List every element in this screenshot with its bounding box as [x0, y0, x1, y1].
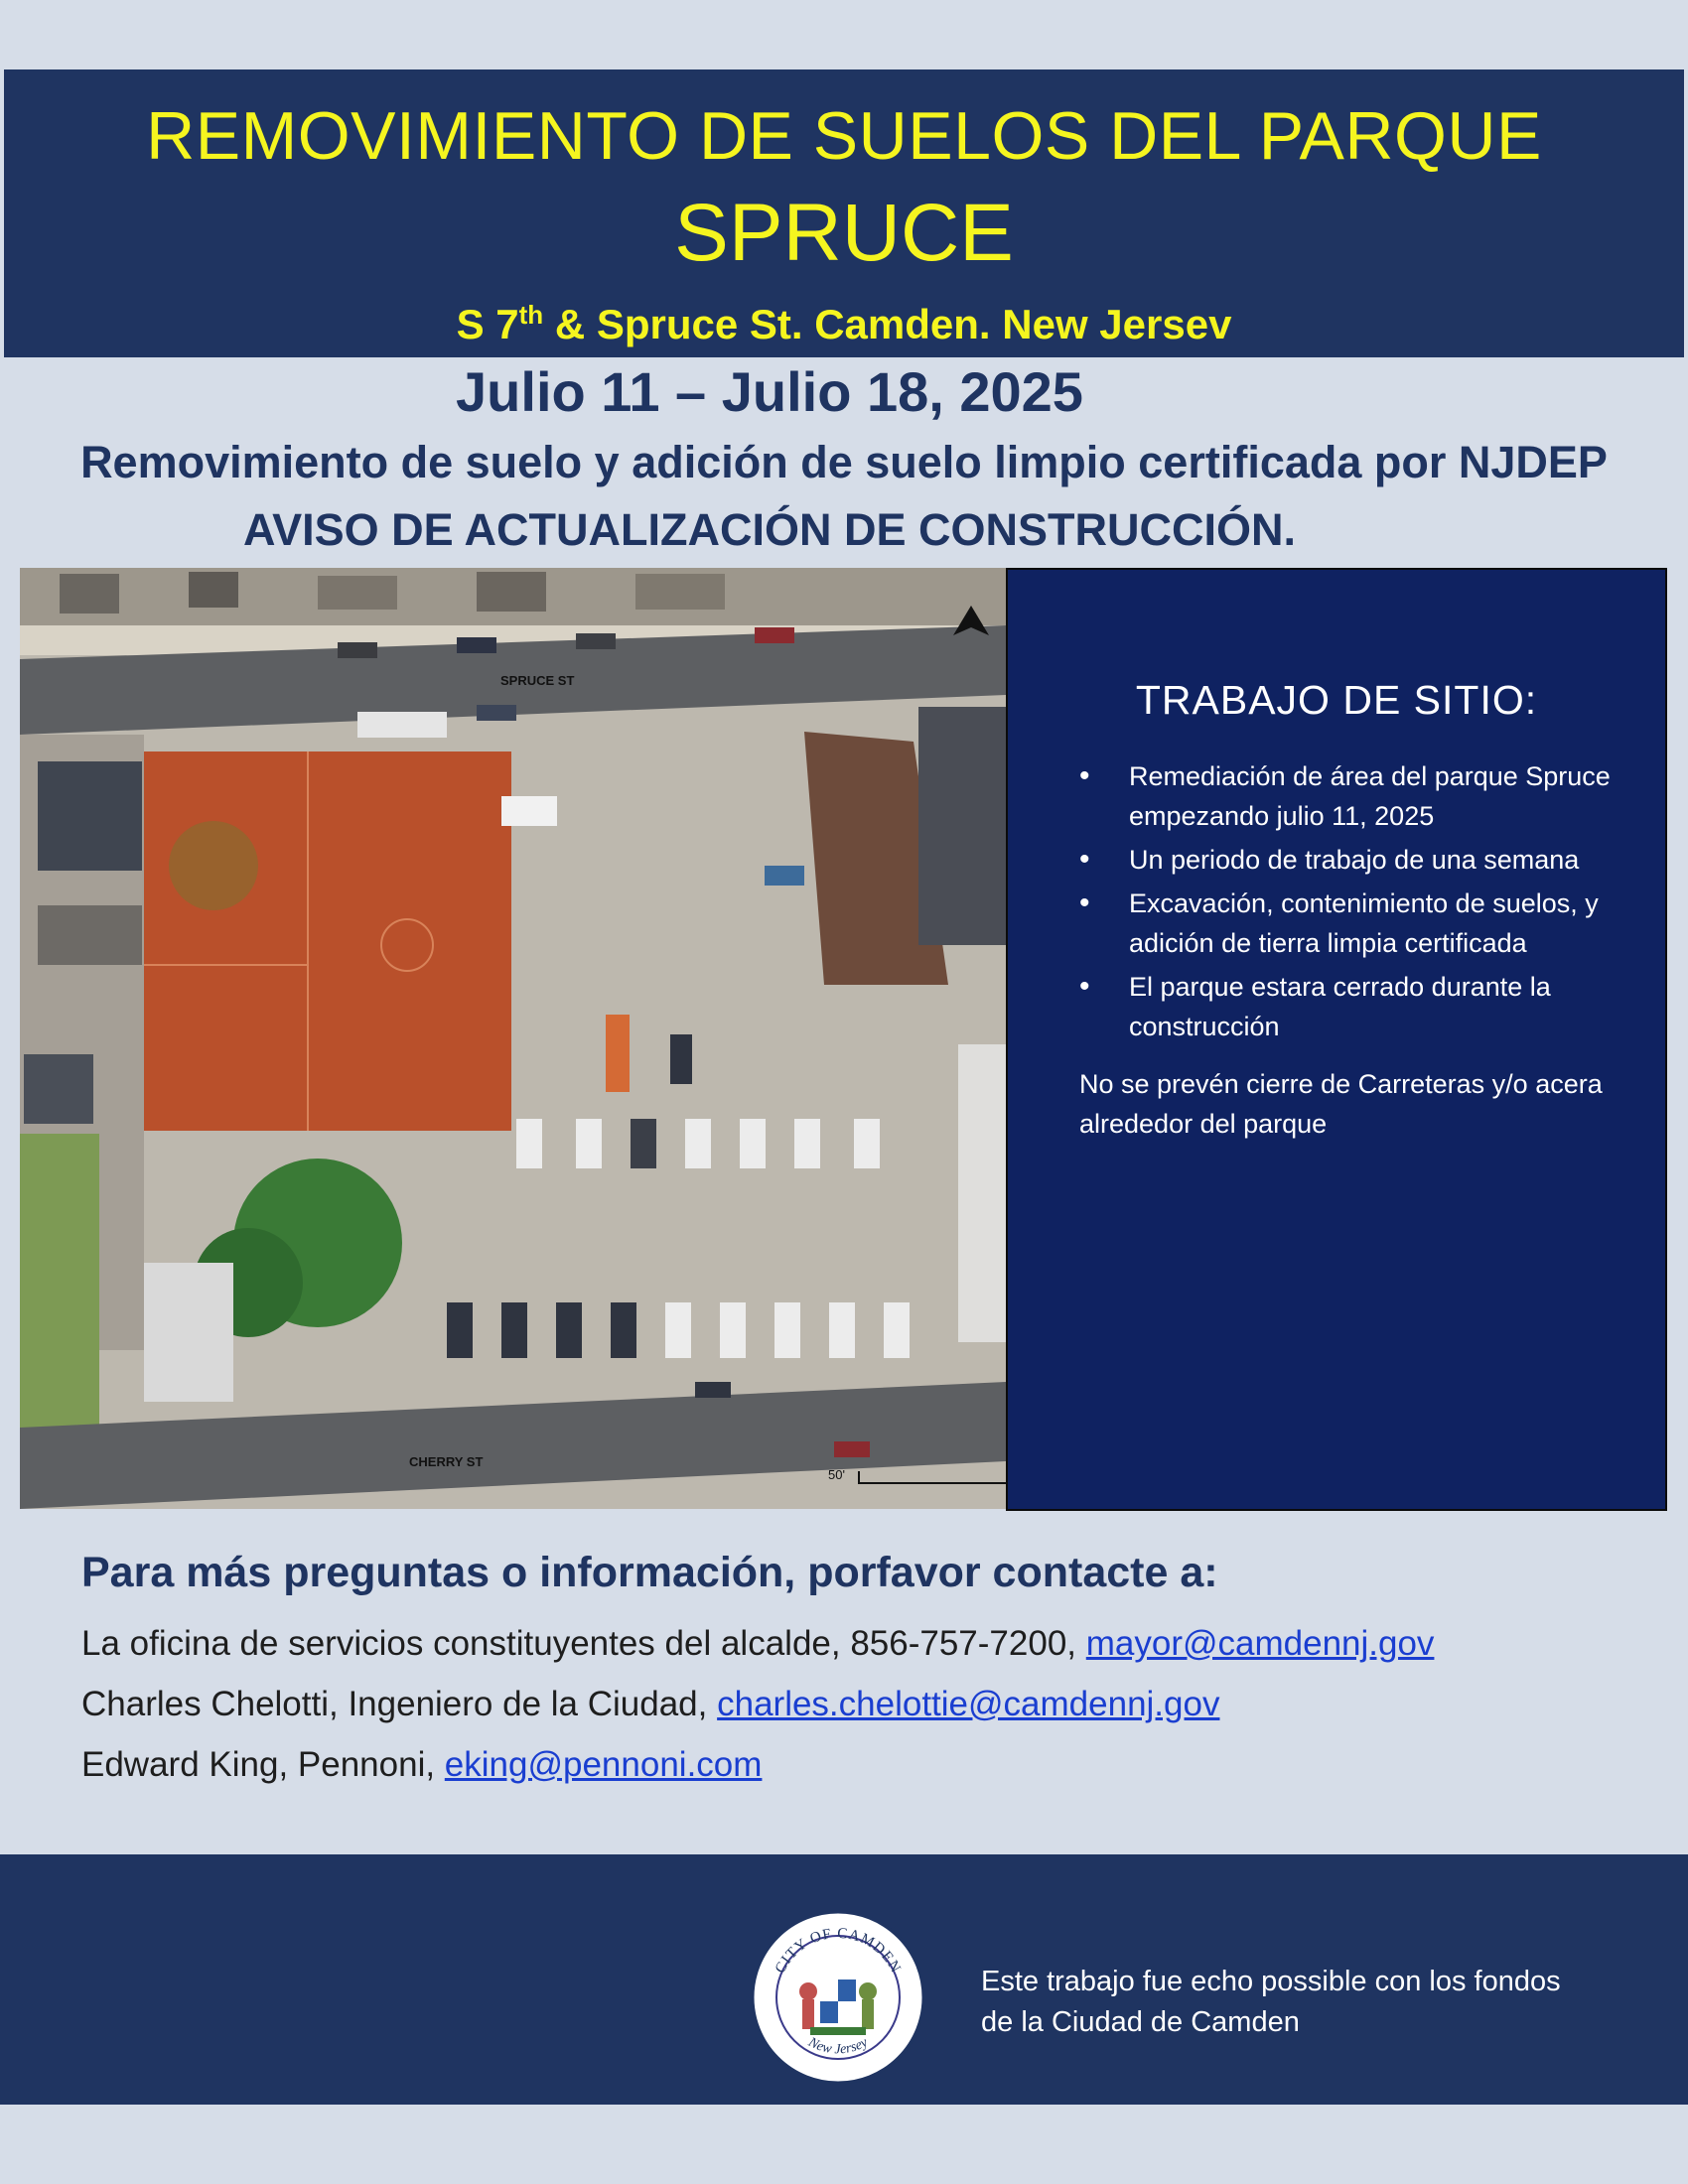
- construction-notice-text: AVISO DE ACTUALIZACIÓN DE CONSTRUCCIÓN.: [242, 504, 1296, 555]
- site-work-item: • Remediación de área del parque Spruce empezando julio 11, 2025: [1079, 756, 1635, 836]
- map-car: [670, 1034, 692, 1084]
- map-roof: [477, 572, 546, 612]
- map-building: [918, 707, 1006, 945]
- map-car: [501, 796, 557, 826]
- map-car: [774, 1302, 800, 1358]
- map-roof: [24, 1054, 93, 1124]
- site-work-note: No se prevén cierre de Carreteras y/o acera alrededor del parque: [1079, 1069, 1603, 1139]
- city-seal-icon: [751, 1910, 925, 2085]
- header-banner: [4, 69, 1684, 357]
- seal-text-top: CITY OF CAMDEN: [772, 1925, 905, 1977]
- map-car: [631, 1119, 656, 1168]
- aerial-map-image: [20, 568, 1006, 1509]
- map-car: [854, 1119, 880, 1168]
- map-cherry-street-label: CHERRY ST: [409, 1454, 484, 1469]
- map-car: [576, 1119, 602, 1168]
- engineer-email-link[interactable]: charles.chelottie@camdennj.gov: [717, 1685, 1220, 1723]
- map-car: [611, 1302, 636, 1358]
- map-car: [338, 642, 377, 658]
- address-prefix: S 7: [456, 301, 519, 347]
- site-work-item: • El parque estara cerrado durante la construcción: [1079, 967, 1635, 1046]
- map-shed: [144, 1263, 233, 1402]
- footer-banner: [0, 1854, 1688, 2105]
- map-roof: [189, 572, 238, 608]
- address-superscript: th: [518, 300, 544, 330]
- map-car: [755, 627, 794, 643]
- pennoni-email-link[interactable]: eking@pennoni.com: [444, 1745, 763, 1784]
- map-car: [501, 1302, 527, 1358]
- map-car: [457, 637, 496, 653]
- map-car: [576, 633, 616, 649]
- map-car: [447, 1302, 473, 1358]
- map-car: [794, 1119, 820, 1168]
- map-car: [556, 1302, 582, 1358]
- contact-line-engineer: [81, 1685, 1219, 1724]
- map-car: [695, 1382, 731, 1398]
- map-spruce-street-label: SPRUCE ST: [500, 673, 575, 688]
- map-car: [720, 1302, 746, 1358]
- title-line-1: REMOVIMIENTO DE SUELOS DEL PARQUE: [146, 98, 1542, 174]
- map-car: [834, 1441, 870, 1457]
- map-car: [765, 866, 804, 886]
- map-roof: [60, 574, 119, 614]
- funding-statement: [981, 1962, 1617, 2043]
- mayor-email-link[interactable]: mayor@camdennj.gov: [1085, 1624, 1435, 1663]
- construction-notice: [0, 504, 1688, 556]
- funding-line-2: de la Ciudad de Camden: [981, 2006, 1300, 2038]
- map-scale-label: 50': [828, 1467, 845, 1482]
- aerial-map: [20, 568, 1006, 1509]
- map-car: [516, 1119, 542, 1168]
- map-car: [665, 1302, 691, 1358]
- title-line-2: SPRUCE: [674, 188, 1014, 278]
- date-range-text: Julio 11 – Julio 18, 2025: [456, 360, 1083, 423]
- site-work-item: • Un periodo de trabajo de una semana: [1079, 840, 1635, 880]
- map-truck: [357, 712, 447, 738]
- site-work-box: [1006, 568, 1667, 1511]
- map-car: [740, 1119, 766, 1168]
- map-roof: [38, 761, 142, 871]
- map-cars-east: [958, 1044, 1006, 1342]
- contact-text: Edward King, Pennoni,: [81, 1745, 445, 1784]
- map-car: [477, 705, 516, 721]
- contact-line-mayor: [81, 1624, 1434, 1664]
- subheading: Removimiento de suelo y adición de suelo limpio certificada por NJDEP: [80, 437, 1608, 487]
- seal-text-bottom: New Jersey: [805, 2035, 871, 2058]
- map-park-area: [144, 751, 511, 1131]
- funding-line-1: Este trabajo fue echo possible con los fondos: [981, 1966, 1561, 1997]
- map-roof: [38, 905, 142, 965]
- site-work-title: TRABAJO DE SITIO:: [1135, 677, 1538, 723]
- contact-heading: Para más preguntas o información, porfavor contacte a:: [81, 1549, 1218, 1596]
- map-roof: [318, 576, 397, 610]
- map-lawn: [20, 1134, 99, 1432]
- address: [4, 300, 1684, 348]
- address-rest: & Spruce St. Camden. New Jersev: [543, 301, 1232, 347]
- date-range: [0, 359, 1688, 424]
- contact-line-pennoni: [81, 1745, 762, 1785]
- site-work-item: • Excavación, contenimiento de suelos, y adición de tierra limpia certificada: [1079, 884, 1635, 963]
- contact-text: Charles Chelotti, Ingeniero de la Ciudad,: [81, 1685, 718, 1723]
- map-car: [685, 1119, 711, 1168]
- map-car: [829, 1302, 855, 1358]
- map-car: [884, 1302, 910, 1358]
- contact-text: La oficina de servicios constituyentes del alcalde, 856-757-7200,: [81, 1624, 1086, 1663]
- map-tree-in-park: [169, 821, 258, 910]
- map-dumpster: [606, 1015, 630, 1092]
- map-roof: [635, 574, 725, 610]
- site-work-list: [1079, 756, 1635, 1050]
